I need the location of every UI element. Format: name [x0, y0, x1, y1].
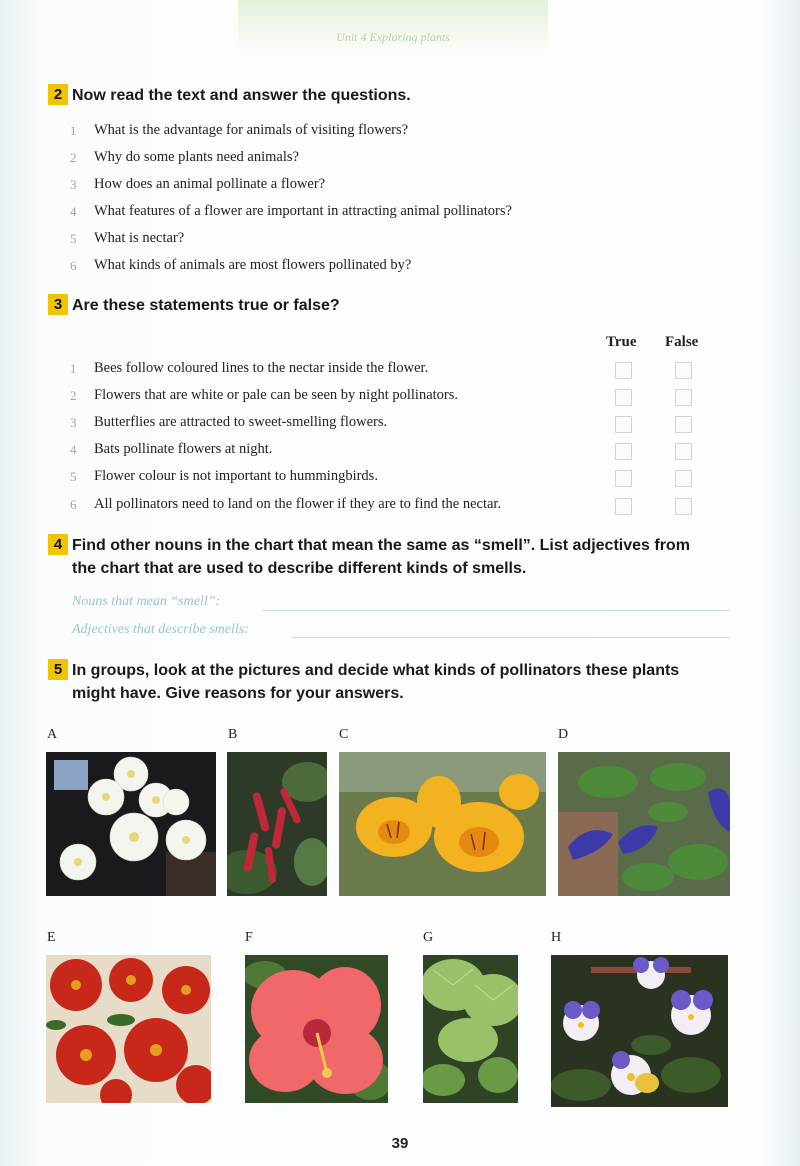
- green-leaves-photo: [423, 955, 518, 1103]
- question-number: 4: [70, 203, 77, 219]
- statement-text: Flowers that are white or pale can be seen by night pollinators.: [94, 387, 459, 403]
- section-heading-text: [72, 659, 679, 705]
- true-checkbox[interactable]: [615, 416, 632, 433]
- question-text: How does an animal pollinate a flower?: [94, 176, 326, 192]
- statement-text: All pollinators need to land on the flower if they are to find the nectar.: [94, 496, 502, 512]
- false-checkbox[interactable]: [675, 443, 692, 460]
- nouns-label: Nouns that mean “smell”:: [72, 594, 221, 609]
- question-text: What is nectar?: [94, 230, 185, 246]
- orange-lily-photo: [339, 752, 546, 896]
- question-item: [70, 198, 512, 225]
- adjectives-answer-line[interactable]: [292, 637, 730, 638]
- question-number: 3: [70, 176, 77, 192]
- section-4-heading: [48, 534, 748, 580]
- heading-line: In groups, look at the pictures and decide what kinds of pollinators these plants: [72, 662, 680, 679]
- false-checkbox[interactable]: [675, 470, 692, 487]
- question-item: [70, 117, 512, 144]
- heading-line: the chart that are used to describe different kinds of smells.: [72, 560, 527, 577]
- pansies-photo: [551, 955, 728, 1107]
- pink-hibiscus-photo: [245, 955, 388, 1103]
- statement-row: [70, 463, 710, 490]
- statement-row: [70, 436, 710, 463]
- statement-number: 2: [70, 387, 77, 403]
- statement-row: [70, 382, 710, 409]
- photo-label-d: D: [558, 727, 569, 742]
- false-column-header: False: [665, 334, 699, 350]
- true-checkbox[interactable]: [615, 443, 632, 460]
- nouns-answer-line[interactable]: [262, 610, 730, 611]
- true-checkbox[interactable]: [615, 362, 632, 379]
- section-heading-text: Now read the text and answer the questions.: [72, 87, 411, 104]
- section-number-badge: 4: [48, 534, 68, 555]
- photo-label-h: H: [551, 930, 562, 945]
- photo-label-e: E: [47, 930, 56, 945]
- photo-label-c: C: [339, 727, 349, 742]
- question-item: [70, 252, 512, 279]
- statement-row: [70, 409, 710, 436]
- question-number: 5: [70, 230, 77, 246]
- question-item: [70, 225, 512, 252]
- statement-text: Bees follow coloured lines to the nectar inside the flower.: [94, 360, 429, 376]
- true-column-header: True: [606, 334, 637, 350]
- page-number: 39: [391, 1135, 409, 1152]
- section-3-heading: [48, 294, 340, 317]
- purple-bell-flower-photo: [558, 752, 730, 896]
- red-chrysanthemum-photo: [46, 955, 211, 1103]
- true-checkbox[interactable]: [615, 389, 632, 406]
- unit-title: Unit 4 Exploring plants: [336, 30, 450, 44]
- section-number-badge: 3: [48, 294, 68, 315]
- photo-label-g: G: [423, 930, 434, 945]
- photo-label-f: F: [245, 930, 253, 945]
- photo-label-b: B: [228, 727, 238, 742]
- statement-number: 6: [70, 496, 77, 512]
- false-checkbox[interactable]: [675, 416, 692, 433]
- false-checkbox[interactable]: [675, 389, 692, 406]
- question-text: What is the advantage for animals of visiting flowers?: [94, 122, 409, 138]
- true-checkbox[interactable]: [615, 498, 632, 515]
- false-checkbox[interactable]: [675, 362, 692, 379]
- question-text: What features of a flower are important in attracting animal pollinators?: [94, 203, 512, 219]
- question-text: What kinds of animals are most flowers pollinated by?: [94, 257, 412, 273]
- section-2-heading: [48, 84, 411, 107]
- statement-number: 1: [70, 360, 77, 376]
- question-list: [70, 117, 512, 279]
- section-5-heading: [48, 659, 748, 705]
- section-number-badge: 2: [48, 84, 68, 105]
- question-number: 6: [70, 257, 77, 273]
- statement-text: Flower colour is not important to hummingbirds.: [94, 468, 378, 484]
- false-checkbox[interactable]: [675, 498, 692, 515]
- photo-label-a: A: [47, 727, 58, 742]
- adjectives-label: Adjectives that describe smells:: [72, 622, 249, 637]
- statement-number: 3: [70, 414, 77, 430]
- section-heading-text: Are these statements true or false?: [72, 297, 340, 314]
- red-tubular-flowers-photo: [227, 752, 327, 896]
- statement-number: 4: [70, 441, 77, 457]
- heading-line: Find other nouns in the chart that mean the same as “smell”. List adjectives from: [72, 537, 690, 554]
- question-text: Why do some plants need animals?: [94, 149, 299, 165]
- section-number-badge: 5: [48, 659, 68, 680]
- white-cactus-flowers-photo: [46, 752, 216, 896]
- statement-text: Bats pollinate flowers at night.: [94, 441, 273, 457]
- statement-row: [70, 491, 710, 518]
- heading-line: might have. Give reasons for your answers.: [72, 685, 404, 702]
- statement-text: Butterflies are attracted to sweet-smelling flowers.: [94, 414, 388, 430]
- question-item: [70, 144, 512, 171]
- question-item: [70, 171, 512, 198]
- statement-number: 5: [70, 468, 77, 484]
- question-number: 1: [70, 122, 77, 138]
- section-heading-text: [72, 534, 690, 580]
- question-number: 2: [70, 149, 77, 165]
- true-checkbox[interactable]: [615, 470, 632, 487]
- statement-row: [70, 355, 710, 382]
